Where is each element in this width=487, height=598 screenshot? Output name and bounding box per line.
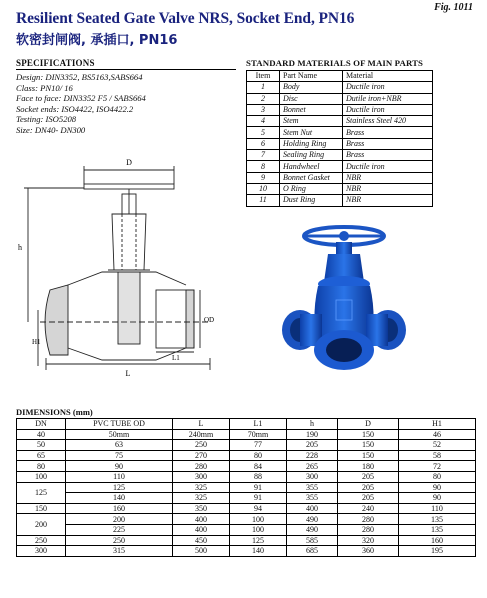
dimensions-cell-l: 270 <box>173 450 230 461</box>
dimensions-cell-h1: 58 <box>399 450 476 461</box>
dimensions-section <box>16 407 476 557</box>
materials-row <box>247 104 433 115</box>
dimensions-cell-h1: 46 <box>399 429 476 440</box>
dimensions-cell-h1: 80 <box>399 471 476 482</box>
materials-cell-item: 2 <box>247 93 280 104</box>
drawing-label-l: L <box>125 369 131 378</box>
specifications-list <box>16 72 236 135</box>
dimensions-cell-h: 355 <box>287 482 338 493</box>
dimensions-cell-pvc-od: 225 <box>66 524 173 535</box>
dimensions-cell-l1: 100 <box>230 524 287 535</box>
dimensions-cell-l1: 91 <box>230 482 287 493</box>
materials-cell-material: Brass <box>343 127 433 138</box>
dimensions-cell-pvc-od: 110 <box>66 471 173 482</box>
dimensions-cell-pvc-od: 90 <box>66 461 173 472</box>
dimensions-row <box>17 461 476 472</box>
dimensions-cell-dn: 40 <box>17 429 66 440</box>
dimensions-cell-l: 450 <box>173 535 230 546</box>
materials-cell-part: O Ring <box>280 183 343 194</box>
drawing-label-h: h <box>18 243 22 252</box>
materials-cell-material: Ductile iron <box>343 104 433 115</box>
materials-row <box>247 195 433 206</box>
dimensions-cell-h: 228 <box>287 450 338 461</box>
dimensions-row <box>17 429 476 440</box>
materials-cell-part: Disc <box>280 93 343 104</box>
materials-header-material: Material <box>343 71 433 82</box>
dimensions-cell-h: 355 <box>287 493 338 504</box>
dimensions-cell-h1: 160 <box>399 535 476 546</box>
materials-cell-part: Handwheel <box>280 161 343 172</box>
dimensions-cell-h1: 72 <box>399 461 476 472</box>
spec-face-to-face: Face to face: DIN3352 F5 / SABS664 <box>16 93 146 103</box>
materials-cell-item: 6 <box>247 138 280 149</box>
dimensions-row <box>17 471 476 482</box>
dimensions-cell-d: 360 <box>338 546 399 557</box>
materials-cell-part: Holding Ring <box>280 138 343 149</box>
dimensions-cell-l1: 94 <box>230 503 287 514</box>
dimensions-cell-pvc-od: 75 <box>66 450 173 461</box>
dimensions-cell-l1: 100 <box>230 514 287 525</box>
dimensions-cell-l: 325 <box>173 493 230 504</box>
dimensions-header-l1: L1 <box>230 419 287 430</box>
specifications-section <box>16 58 236 135</box>
dimensions-cell-pvc-od: 125 <box>66 482 173 493</box>
materials-cell-material: Brass <box>343 138 433 149</box>
dimensions-cell-h1: 52 <box>399 440 476 451</box>
dimensions-cell-h1: 135 <box>399 524 476 535</box>
dimensions-row <box>17 482 476 493</box>
materials-cell-item: 11 <box>247 195 280 206</box>
dimensions-cell-h: 490 <box>287 524 338 535</box>
dimensions-cell-l: 400 <box>173 514 230 525</box>
dimensions-cell-h: 205 <box>287 440 338 451</box>
materials-table-body <box>247 82 433 206</box>
dimensions-cell-pvc-od: 315 <box>66 546 173 557</box>
dimensions-cell-pvc-od: 140 <box>66 493 173 504</box>
materials-table <box>246 70 433 207</box>
dimensions-cell-pvc-od: 160 <box>66 503 173 514</box>
dimensions-header-pvc-od: PVC TUBE OD <box>66 419 173 430</box>
materials-cell-item: 3 <box>247 104 280 115</box>
materials-row <box>247 172 433 183</box>
dimensions-cell-d: 150 <box>338 450 399 461</box>
materials-cell-item: 1 <box>247 82 280 93</box>
page-title: Resilient Seated Gate Valve NRS, Socket End, PN16 <box>16 10 355 27</box>
dimensions-cell-l: 250 <box>173 440 230 451</box>
spec-design: Design: DIN3352, BS5163,SABS664 <box>16 72 143 82</box>
materials-cell-item: 4 <box>247 116 280 127</box>
materials-cell-item: 10 <box>247 183 280 194</box>
dimensions-cell-d: 150 <box>338 440 399 451</box>
dimensions-cell-d: 180 <box>338 461 399 472</box>
dimensions-row <box>17 493 476 504</box>
drawing-label-h1: H1 <box>32 338 41 346</box>
materials-cell-material: Dutile iron+NBR <box>343 93 433 104</box>
dimensions-cell-l: 300 <box>173 471 230 482</box>
dimensions-cell-h1: 90 <box>399 482 476 493</box>
materials-cell-part: Stem Nut <box>280 127 343 138</box>
dimensions-cell-h: 265 <box>287 461 338 472</box>
dimensions-cell-d: 280 <box>338 514 399 525</box>
drawing-bonnet <box>112 214 146 270</box>
dimensions-cell-d: 205 <box>338 482 399 493</box>
dimensions-cell-dn: 65 <box>17 450 66 461</box>
materials-header-part: Part Name <box>280 71 343 82</box>
dimensions-cell-h: 490 <box>287 514 338 525</box>
materials-header-row <box>247 71 433 82</box>
dimensions-cell-h1: 90 <box>399 493 476 504</box>
materials-header-item: Item <box>247 71 280 82</box>
dimensions-cell-l1: 140 <box>230 546 287 557</box>
drawing-label-od: OD <box>204 316 215 324</box>
dimensions-row <box>17 503 476 514</box>
dimensions-cell-l: 500 <box>173 546 230 557</box>
materials-cell-material: NBR <box>343 172 433 183</box>
dimensions-cell-d: 150 <box>338 429 399 440</box>
dimensions-cell-l: 325 <box>173 482 230 493</box>
materials-row <box>247 82 433 93</box>
dimensions-cell-h: 190 <box>287 429 338 440</box>
dimensions-cell-dn: 150 <box>17 503 66 514</box>
dimensions-cell-d: 240 <box>338 503 399 514</box>
materials-row <box>247 127 433 138</box>
dimensions-cell-l: 350 <box>173 503 230 514</box>
materials-cell-part: Bonnet Gasket <box>280 172 343 183</box>
dimensions-cell-l: 400 <box>173 524 230 535</box>
materials-row <box>247 150 433 161</box>
dimensions-header-h: h <box>287 419 338 430</box>
figure-number: Fig. 1011 <box>434 2 473 13</box>
dimensions-cell-l1: 91 <box>230 493 287 504</box>
dimensions-cell-pvc-od: 200 <box>66 514 173 525</box>
spec-size: Size: DN40- DN300 <box>16 124 86 135</box>
dimensions-row <box>17 524 476 535</box>
materials-row <box>247 138 433 149</box>
materials-section <box>246 58 438 207</box>
dimensions-cell-h: 400 <box>287 503 338 514</box>
dimensions-cell-l1: 84 <box>230 461 287 472</box>
dimensions-cell-l1: 80 <box>230 450 287 461</box>
specifications-heading: SPECIFICATIONS <box>16 58 236 70</box>
drawing-label-d: D <box>126 158 132 167</box>
dimensions-cell-pvc-od: 250 <box>66 535 173 546</box>
dimensions-cell-dn: 125 <box>17 482 66 503</box>
dimensions-cell-l1: 88 <box>230 471 287 482</box>
dimensions-cell-h1: 110 <box>399 503 476 514</box>
spec-socket-ends: Socket ends: ISO4422, ISO4422.2 <box>16 103 134 114</box>
materials-cell-material: Ductile iron <box>343 82 433 93</box>
dimensions-cell-h: 585 <box>287 535 338 546</box>
dimensions-cell-h: 685 <box>287 546 338 557</box>
valve-photo <box>280 222 408 380</box>
dimensions-cell-h1: 195 <box>399 546 476 557</box>
materials-cell-part: Dust Ring <box>280 195 343 206</box>
dimensions-row <box>17 546 476 557</box>
materials-row <box>247 161 433 172</box>
materials-cell-material: Ductile iron <box>343 161 433 172</box>
dimensions-header-d: D <box>338 419 399 430</box>
dimensions-row <box>17 450 476 461</box>
materials-cell-part: Bonnet <box>280 104 343 115</box>
dimensions-cell-l: 280 <box>173 461 230 472</box>
materials-cell-part: Sealing Ring <box>280 150 343 161</box>
materials-row <box>247 93 433 104</box>
materials-cell-material: NBR <box>343 195 433 206</box>
materials-cell-item: 8 <box>247 161 280 172</box>
dimensions-table <box>16 418 476 557</box>
materials-cell-item: 7 <box>247 150 280 161</box>
dimensions-header-row <box>17 419 476 430</box>
materials-row <box>247 116 433 127</box>
dimensions-cell-h: 300 <box>287 471 338 482</box>
materials-heading: STANDARD MATERIALS OF MAIN PARTS <box>246 58 424 68</box>
dimensions-cell-l: 240mm <box>173 429 230 440</box>
dimensions-cell-dn: 50 <box>17 440 66 451</box>
materials-cell-material: Brass <box>343 150 433 161</box>
dimensions-row <box>17 514 476 525</box>
dimensions-cell-dn: 200 <box>17 514 66 535</box>
page-subtitle: 软密封闸阀, 承插口, PN16 <box>16 33 178 48</box>
materials-cell-material: NBR <box>343 183 433 194</box>
dimensions-cell-l1: 77 <box>230 440 287 451</box>
drawing-handwheel <box>84 184 174 189</box>
dimensions-cell-dn: 100 <box>17 471 66 482</box>
dimensions-cell-d: 205 <box>338 493 399 504</box>
spec-class: Class: PN10/ 16 <box>16 82 73 93</box>
dimensions-row <box>17 440 476 451</box>
dimensions-cell-pvc-od: 63 <box>66 440 173 451</box>
drawing-label-l1: L1 <box>172 354 180 362</box>
materials-cell-part: Stem <box>280 116 343 127</box>
spec-testing: Testing: ISO5208 <box>16 114 77 124</box>
dimensions-cell-d: 320 <box>338 535 399 546</box>
dimensions-header-dn: DN <box>17 419 66 430</box>
materials-cell-item: 9 <box>247 172 280 183</box>
dimensions-header-h1: H1 <box>399 419 476 430</box>
dimensions-cell-l1: 70mm <box>230 429 287 440</box>
dimensions-cell-dn: 250 <box>17 535 66 546</box>
materials-cell-part: Body <box>280 82 343 93</box>
dimensions-row <box>17 535 476 546</box>
materials-row <box>247 183 433 194</box>
dimensions-cell-d: 205 <box>338 471 399 482</box>
dimensions-cell-h1: 135 <box>399 514 476 525</box>
valve-technical-drawing <box>10 150 242 382</box>
dimensions-cell-pvc-od: 50mm <box>66 429 173 440</box>
dimensions-header-l: L <box>173 419 230 430</box>
dimensions-table-body <box>17 429 476 556</box>
dimensions-cell-dn: 80 <box>17 461 66 472</box>
dimensions-cell-d: 280 <box>338 524 399 535</box>
materials-cell-material: Stainless Steel 420 <box>343 116 433 127</box>
dimensions-heading: DIMENSIONS (mm) <box>16 407 93 417</box>
dimensions-cell-dn: 300 <box>17 546 66 557</box>
materials-cell-item: 5 <box>247 127 280 138</box>
dimensions-cell-l1: 125 <box>230 535 287 546</box>
